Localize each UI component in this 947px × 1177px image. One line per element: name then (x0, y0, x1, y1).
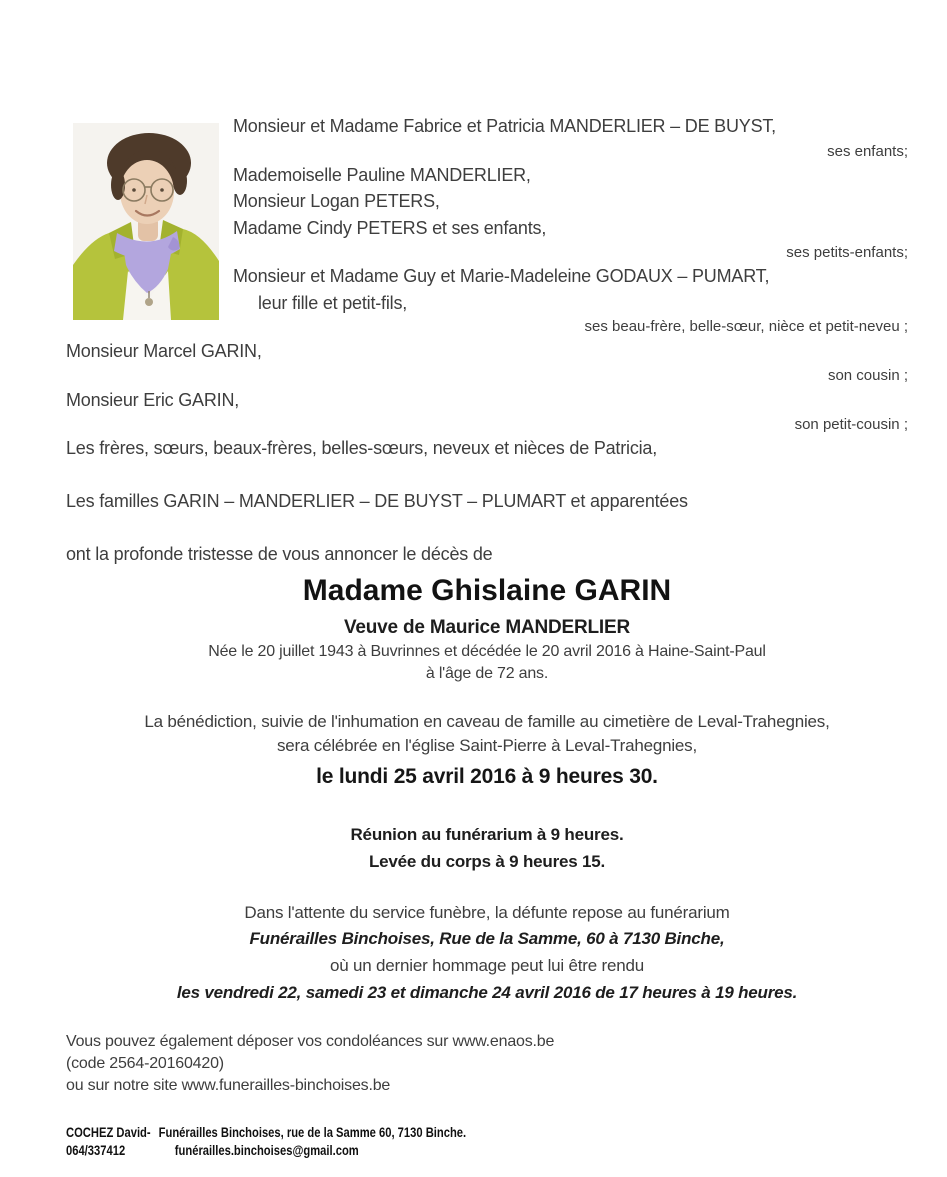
condolences-line-3: ou sur notre site www.funerailles-binchoises.be (66, 1077, 391, 1094)
family-line-godaux: Monsieur et Madame Guy et Marie-Madeleine GODAUX – PUMART, (233, 266, 770, 286)
meeting-funerarium: Réunion au funérarium à 9 heures. (350, 825, 624, 844)
relation-petit-cousin: son petit-cousin ; (794, 416, 908, 433)
family-line-eric: Monsieur Eric GARIN, (66, 390, 240, 410)
footer-contact-name: COCHEZ David- (66, 1124, 151, 1140)
funerarium-address: Funérailles Binchoises, Rue de la Samme, 60 à 7130 Binche, (249, 929, 725, 948)
footer-phone-line (66, 1142, 359, 1158)
family-line-children-couple: Monsieur et Madame Fabrice et Patricia MANDERLIER – DE BUYST, (233, 116, 776, 136)
relation-inlaws: ses beau-frère, belle-sœur, nièce et petit-neveu ; (584, 318, 908, 335)
family-line-logan: Monsieur Logan PETERS, (233, 191, 440, 211)
family-line-daughter-grandson: leur fille et petit-fils, (258, 293, 408, 313)
portrait-photo (73, 123, 219, 320)
footer-contact-line (66, 1124, 466, 1140)
photo-pendant (145, 298, 153, 306)
family-line-families: Les familles GARIN – MANDERLIER – DE BUYST – PLUMART et apparentées (66, 491, 688, 511)
family-line-siblings: Les frères, sœurs, beaux-frères, belles-sœurs, neveux et nièces de Patricia, (66, 438, 658, 458)
portrait-photo-drawing (73, 123, 219, 320)
footer-email: funérailles.binchoises@gmail.com (174, 1142, 359, 1158)
family-line-marcel: Monsieur Marcel GARIN, (66, 341, 262, 361)
family-line-pauline: Mademoiselle Pauline MANDERLIER, (233, 165, 531, 185)
widow-of: Veuve de Maurice MANDERLIER (343, 617, 630, 638)
footer-address: Funérailles Binchoises, rue de la Samme 60, 7130 Binche. (158, 1124, 467, 1140)
levee-du-corps: Levée du corps à 9 heures 15. (368, 852, 606, 871)
announcement-intro: ont la profonde tristesse de vous annoncer le décès de (66, 544, 493, 564)
deceased-name: Madame Ghislaine GARIN (302, 574, 672, 607)
family-line-cindy: Madame Cindy PETERS et ses enfants, (233, 218, 547, 238)
photo-eye-right (160, 188, 164, 192)
ceremony-line-2: sera célébrée en l'église Saint-Pierre à Leval-Trahegnies, (276, 736, 698, 755)
ceremony-datetime: le lundi 25 avril 2016 à 9 heures 30. (316, 765, 658, 788)
relation-children: ses enfants; (827, 143, 908, 160)
relation-grandchildren: ses petits-enfants; (786, 244, 908, 261)
ceremony-line-1: La bénédiction, suivie de l'inhumation en caveau de famille au cimetière de Leval-Trahegnies, (144, 712, 830, 731)
birth-death-line: Née le 20 juillet 1943 à Buvrinnes et décédée le 20 avril 2016 à Haine-Saint-Paul (208, 643, 766, 660)
condolences-line-1: Vous pouvez également déposer vos condoléances sur www.enaos.be (66, 1033, 555, 1050)
repose-line-3: où un dernier hommage peut lui être rendu (329, 956, 645, 975)
relation-cousin: son cousin ; (827, 367, 908, 384)
photo-hair-side-right (173, 167, 187, 195)
photo-hair-side-left (111, 170, 125, 200)
photo-eye-left (132, 188, 136, 192)
repose-line-1: Dans l'attente du service funèbre, la défunte repose au funérarium (244, 903, 730, 922)
condolences-code: (code 2564-20160420) (66, 1055, 224, 1072)
visiting-days: les vendredi 22, samedi 23 et dimanche 24 avril 2016 de 17 heures à 19 heures. (176, 983, 798, 1002)
footer-phone: 064/337412 (66, 1142, 126, 1158)
age-line: à l'âge de 72 ans. (425, 665, 549, 682)
